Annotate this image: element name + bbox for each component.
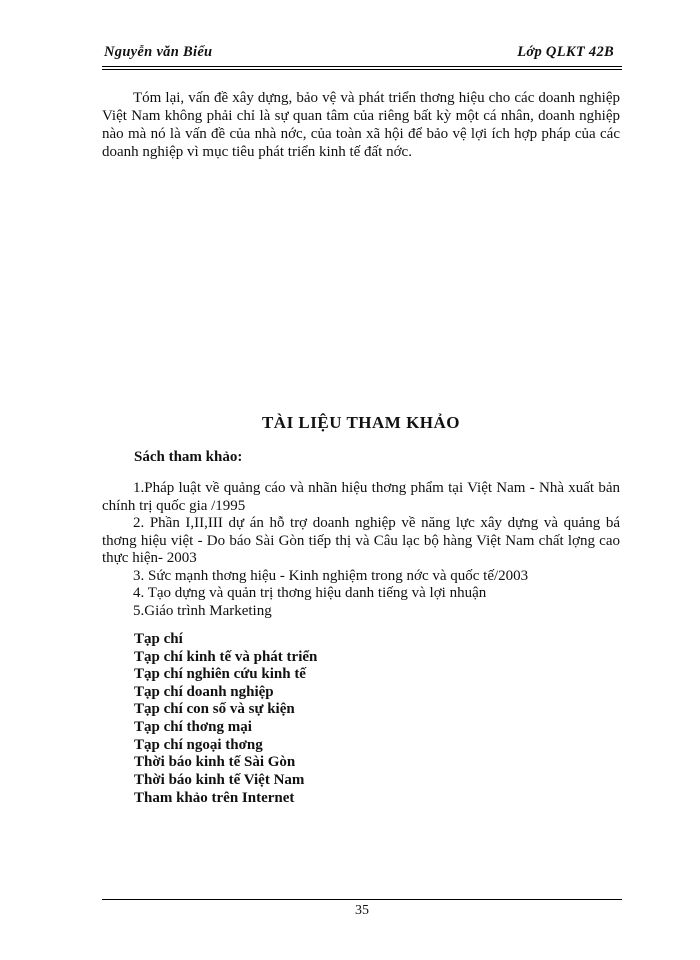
journal-item: Tạp chí kinh tế và phát triển (134, 648, 318, 665)
journal-item: Tạp chí con số và sự kiện (134, 701, 295, 718)
book-item: 2. Phần I,II,III dự án hỗ trợ doanh nghiệp về năng lực xây dựng và quảng bá thơng hiệu việt - Do báo Sài Gòn tiếp thị và Câu lạc bộ hàng Việt Nam chất lợng cao thực hiện- 2003 (102, 515, 620, 566)
header-divider (102, 66, 622, 70)
books-list (102, 480, 620, 620)
book-item: 5.Giáo trình Marketing (133, 602, 272, 619)
header-author: Nguyễn văn Biểu (104, 44, 213, 60)
page-number: 35 (355, 903, 369, 918)
journal-item: Thời báo kinh tế Việt Nam (134, 771, 305, 788)
journal-item: Tạp chí ngoại thơng (134, 736, 263, 753)
book-item: 1.Pháp luật về quảng cáo và nhãn hiệu thơng phẩm tại Việt Nam - Nhà xuất bản chính trị quốc gia /1995 (102, 480, 620, 514)
books-heading: Sách tham khảo: (134, 449, 243, 465)
journals-list (134, 631, 317, 789)
references-title: TÀI LIỆU THAM KHẢO (261, 413, 461, 432)
journal-item: Tạp chí thơng mại (134, 718, 252, 735)
journal-item: Tạp chí (134, 631, 183, 647)
footer-divider (102, 899, 622, 900)
journal-item: Tạp chí nghiên cứu kinh tế (134, 666, 306, 683)
journal-item: Tạp chí doanh nghiệp (134, 683, 274, 700)
internet-heading: Tham khảo trên Internet (134, 790, 295, 806)
book-item: 4. Tạo dựng và quản trị thơng hiệu danh tiếng và lợi nhuận (133, 585, 487, 601)
conclusion-paragraph: Tóm lại, vấn đề xây dựng, bảo vệ và phát triển thơng hiệu cho các doanh nghiệp Việt Nam không phải chỉ là sự quan tâm của riêng bất kỳ một cá nhân, doanh nghiệp nào mà nó là vấn đề của nhà nớc, của toàn xã hội để bảo vệ lợi ích hợp pháp của các doanh nghiệp vì mục tiêu phát triển kinh tế đất nớc. (102, 90, 620, 160)
book-item: 3. Sức mạnh thơng hiệu - Kinh nghiệm trong nớc và quốc tế/2003 (133, 567, 529, 584)
header-class-label: Lớp QLKT 42B (517, 44, 614, 60)
journal-item: Thời báo kinh tế Sài Gòn (134, 754, 296, 771)
